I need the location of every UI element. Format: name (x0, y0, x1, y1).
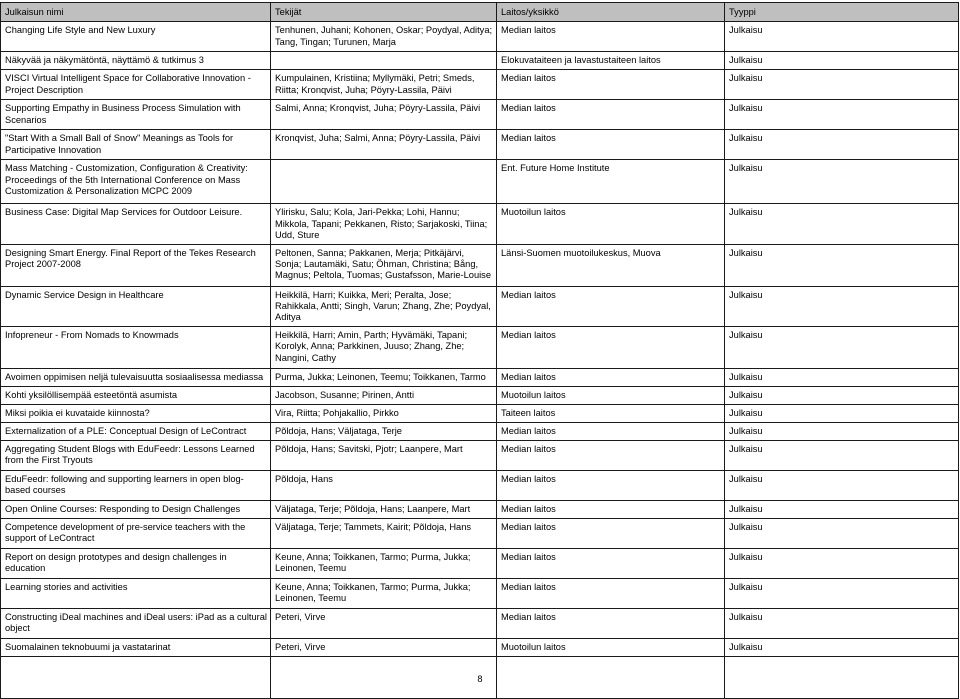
publication-title-cell: Aggregating Student Blogs with EduFeedr: Lessons Learned from the First Tryouts (1, 440, 271, 470)
type-cell: Julkaisu (725, 368, 959, 386)
authors-cell: Keune, Anna; Toikkanen, Tarmo; Purma, Jukka; Leinonen, Teemu (271, 578, 497, 608)
table-row (1, 578, 959, 608)
authors-cell: Peltonen, Sanna; Pakkanen, Merja; Pitkäjärvi, Sonja; Lautamäki, Satu; Öhman, Christina; Bång, Magnus; Peltola, Tuomas; Gustafsson, Marie-Louise (271, 244, 497, 286)
authors-cell: Vira, Riitta; Pohjakallio, Pirkko (271, 404, 497, 422)
publication-title-cell: Business Case: Digital Map Services for Outdoor Leisure. (1, 204, 271, 244)
authors-cell: Jacobson, Susanne; Pirinen, Antti (271, 386, 497, 404)
publication-title-cell: EduFeedr: following and supporting learners in open blog-based courses (1, 470, 271, 500)
table-row (1, 100, 959, 130)
department-cell: Länsi-Suomen muotoilukeskus, Muova (497, 244, 725, 286)
department-cell: Median laitos (497, 518, 725, 548)
department-cell: Median laitos (497, 286, 725, 326)
department-cell: Muotoilun laitos (497, 386, 725, 404)
publication-title-cell: Changing Life Style and New Luxury (1, 22, 271, 52)
publication-title-cell: Report on design prototypes and design challenges in education (1, 548, 271, 578)
department-cell: Median laitos (497, 470, 725, 500)
table-row (1, 386, 959, 404)
publications-table (0, 2, 959, 699)
publication-title-cell: Designing Smart Energy. Final Report of the Tekes Research Project 2007-2008 (1, 244, 271, 286)
table-row (1, 422, 959, 440)
table-row (1, 160, 959, 204)
authors-cell: Purma, Jukka; Leinonen, Teemu; Toikkanen, Tarmo (271, 368, 497, 386)
authors-cell: Peteri, Virve (271, 608, 497, 638)
type-cell: Julkaisu (725, 100, 959, 130)
publication-title-cell: Avoimen oppimisen neljä tulevaisuutta sosiaalisessa mediassa (1, 368, 271, 386)
table-row (1, 548, 959, 578)
authors-cell (271, 52, 497, 70)
type-cell: Julkaisu (725, 52, 959, 70)
department-cell: Muotoilun laitos (497, 638, 725, 656)
authors-cell: Heikkilä, Harri; Kuikka, Meri; Peralta, Jose; Rahikkala, Antti; Singh, Varun; Zhang, Zhe; Poydyal, Aditya (271, 286, 497, 326)
table-row (1, 500, 959, 518)
type-cell: Julkaisu (725, 70, 959, 100)
publication-title-cell: VISCI Virtual Intelligent Space for Collaborative Innovation - Project Description (1, 70, 271, 100)
authors-cell: Põldoja, Hans (271, 470, 497, 500)
publication-title-cell: Infopreneur - From Nomads to Knowmads (1, 326, 271, 368)
type-cell: Julkaisu (725, 286, 959, 326)
department-cell: Median laitos (497, 500, 725, 518)
column-header: Tyyppi (725, 3, 959, 22)
department-cell: Ent. Future Home Institute (497, 160, 725, 204)
table-row (1, 368, 959, 386)
type-cell: Julkaisu (725, 608, 959, 638)
type-cell: Julkaisu (725, 130, 959, 160)
publication-title-cell: Miksi poikia ei kuvataide kiinnosta? (1, 404, 271, 422)
table-row (1, 22, 959, 52)
authors-cell: Põldoja, Hans; Väljataga, Terje (271, 422, 497, 440)
type-cell: Julkaisu (725, 386, 959, 404)
table-body (1, 3, 959, 699)
page-number: 8 (477, 674, 483, 684)
table-row (1, 204, 959, 244)
table-row (1, 470, 959, 500)
type-cell: Julkaisu (725, 244, 959, 286)
department-cell: Median laitos (497, 548, 725, 578)
type-cell: Julkaisu (725, 638, 959, 656)
type-cell: Julkaisu (725, 578, 959, 608)
type-cell: Julkaisu (725, 422, 959, 440)
table-row (1, 130, 959, 160)
department-cell: Median laitos (497, 100, 725, 130)
table-row (1, 244, 959, 286)
department-cell: Elokuvataiteen ja lavastustaiteen laitos (497, 52, 725, 70)
department-cell: Median laitos (497, 440, 725, 470)
authors-cell: Väljataga, Terje; Tammets, Kairit; Põldoja, Hans (271, 518, 497, 548)
authors-cell: Salmi, Anna; Kronqvist, Juha; Pöyry-Lassila, Päivi (271, 100, 497, 130)
column-header: Laitos/yksikkö (497, 3, 725, 22)
department-cell: Median laitos (497, 608, 725, 638)
table-row (1, 52, 959, 70)
type-cell: Julkaisu (725, 160, 959, 204)
publication-title-cell: Suomalainen teknobuumi ja vastatarinat (1, 638, 271, 656)
type-cell: Julkaisu (725, 548, 959, 578)
type-cell: Julkaisu (725, 500, 959, 518)
column-header: Tekijät (271, 3, 497, 22)
type-cell: Julkaisu (725, 22, 959, 52)
department-cell: Median laitos (497, 422, 725, 440)
publication-title-cell: Kohti yksilöllisempää esteetöntä asumista (1, 386, 271, 404)
authors-cell: Kumpulainen, Kristiina; Myllymäki, Petri; Smeds, Riitta; Kronqvist, Juha; Pöyry-Lassila, Päivi (271, 70, 497, 100)
publication-title-cell: "Start With a Small Ball of Snow" Meanings as Tools for Participative Innovation (1, 130, 271, 160)
table-row (1, 440, 959, 470)
publication-title-cell: Competence development of pre-service teachers with the support of LeContract (1, 518, 271, 548)
authors-cell: Kronqvist, Juha; Salmi, Anna; Pöyry-Lassila, Päivi (271, 130, 497, 160)
publication-title-cell: Constructing iDeal machines and iDeal users: iPad as a cultural object (1, 608, 271, 638)
table-header-row (1, 3, 959, 22)
authors-cell: Peteri, Virve (271, 638, 497, 656)
department-cell: Taiteen laitos (497, 404, 725, 422)
publication-title-cell: Supporting Empathy in Business Process Simulation with Scenarios (1, 100, 271, 130)
publication-title-cell: Näkyvää ja näkymätöntä, näyttämö & tutkimus 3 (1, 52, 271, 70)
authors-cell: Väljataga, Terje; Põldoja, Hans; Laanpere, Mart (271, 500, 497, 518)
publication-title-cell: Externalization of a PLE: Conceptual Design of LeContract (1, 422, 271, 440)
table-row (1, 70, 959, 100)
type-cell: Julkaisu (725, 470, 959, 500)
department-cell: Median laitos (497, 368, 725, 386)
department-cell: Median laitos (497, 130, 725, 160)
table-row (1, 286, 959, 326)
table-row (1, 518, 959, 548)
type-cell: Julkaisu (725, 404, 959, 422)
table-row (1, 608, 959, 638)
type-cell: Julkaisu (725, 204, 959, 244)
department-cell: Median laitos (497, 578, 725, 608)
table-row (1, 326, 959, 368)
type-cell: Julkaisu (725, 440, 959, 470)
department-cell: Median laitos (497, 22, 725, 52)
publication-title-cell: Dynamic Service Design in Healthcare (1, 286, 271, 326)
authors-cell: Ylirisku, Salu; Kola, Jari-Pekka; Lohi, Hannu; Mikkola, Tapani; Pekkanen, Risto; Sarjakoski, Tiina; Udd, Sture (271, 204, 497, 244)
publication-title-cell: Mass Matching - Customization, Configuration & Creativity: Proceedings of the 5th International Conference on Mass Customization & Personalization MCPC 2009 (1, 160, 271, 204)
authors-cell (271, 160, 497, 204)
column-header: Julkaisun nimi (1, 3, 271, 22)
publication-title-cell: Learning stories and activities (1, 578, 271, 608)
table-row (1, 638, 959, 656)
authors-cell: Heikkilä, Harri; Amin, Parth; Hyvämäki, Tapani; Korolyk, Anna; Parkkinen, Juuso; Zhang, Zhe; Nangini, Cathy (271, 326, 497, 368)
department-cell: Median laitos (497, 70, 725, 100)
authors-cell: Põldoja, Hans; Savitski, Pjotr; Laanpere, Mart (271, 440, 497, 470)
department-cell: Median laitos (497, 326, 725, 368)
authors-cell: Keune, Anna; Toikkanen, Tarmo; Purma, Jukka; Leinonen, Teemu (271, 548, 497, 578)
authors-cell: Tenhunen, Juhani; Kohonen, Oskar; Poydyal, Aditya; Tang, Tingan; Turunen, Marja (271, 22, 497, 52)
type-cell: Julkaisu (725, 326, 959, 368)
department-cell: Muotoilun laitos (497, 204, 725, 244)
type-cell: Julkaisu (725, 518, 959, 548)
table-row (1, 404, 959, 422)
publication-title-cell: Open Online Courses: Responding to Design Challenges (1, 500, 271, 518)
